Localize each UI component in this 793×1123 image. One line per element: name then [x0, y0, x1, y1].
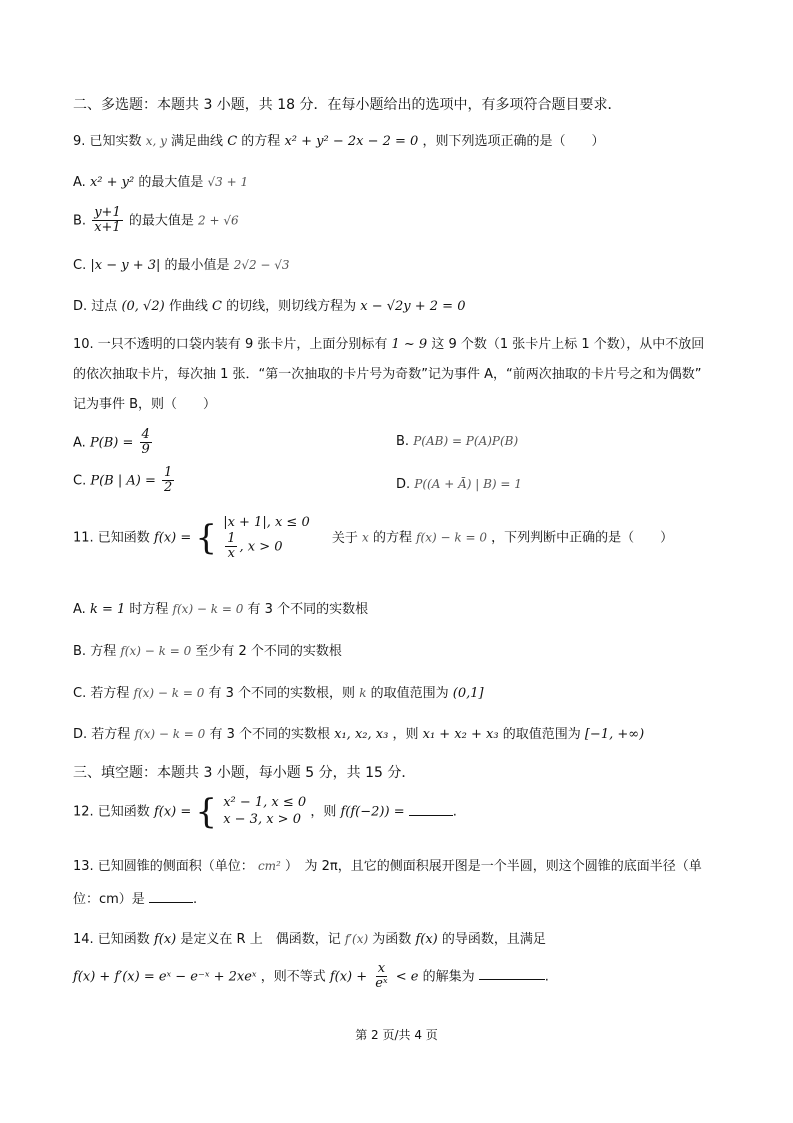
- q10-option-a: [73, 428, 154, 458]
- q11-mid2: 的方程: [372, 530, 412, 546]
- q11-num: 11. 已知函数: [73, 530, 150, 546]
- q14-fraction: [373, 962, 389, 992]
- q10-range: 1 ~ 9: [391, 337, 428, 352]
- q9-curve: C: [227, 134, 238, 149]
- q12-num: 12. 已知函数: [73, 804, 150, 820]
- q10-c-lhs: P(B | A) =: [90, 473, 156, 489]
- left-brace-icon: {: [195, 792, 218, 832]
- q12-expr: f(f(−2)) =: [340, 804, 405, 820]
- q10-a-denominator: 9: [141, 442, 150, 458]
- q12-case-1: x² − 1, x ≤ 0: [223, 795, 307, 811]
- option-label: A.: [73, 435, 86, 451]
- q11-a-k: k = 1: [89, 602, 126, 617]
- q11-d-pre: 若方程: [91, 727, 131, 742]
- q11-b-pre: 方程: [90, 644, 117, 659]
- q13-unit: cm²: [257, 859, 281, 873]
- option-label: B.: [73, 213, 87, 229]
- q9-d-mid: 作曲线: [168, 299, 208, 314]
- q9-option-a: [73, 175, 248, 192]
- option-label: A.: [73, 602, 86, 617]
- question-12: [73, 792, 457, 832]
- q11-case-2-fraction: [225, 532, 237, 562]
- q10-option-b: [396, 434, 518, 451]
- q11-b-post: 至少有 2 个不同的实数根: [195, 644, 342, 659]
- q10-line1: 10. 一只不透明的口袋内装有 9 张卡片，上面分别标有: [73, 337, 388, 352]
- page-footer: 第 2 页/共 4 页: [355, 1028, 438, 1042]
- q11-d-mid3: 的取值范围为: [502, 727, 581, 742]
- section-2-title: 二、多选题：本题共 3 小题，共 18 分．在每小题给出的选项中，有多项符合题目要求．: [73, 97, 622, 113]
- q14-line1c: 为函数: [372, 932, 412, 947]
- q9-b-denominator: x+1: [94, 220, 121, 236]
- q11-x: x: [362, 530, 369, 545]
- q11-post: ，下列判断中正确的是（ ）: [491, 530, 674, 546]
- q11-c-k: k: [359, 686, 367, 700]
- q14-answer-blank[interactable]: [479, 967, 545, 980]
- q11-equation: f(x) − k = 0: [416, 530, 487, 545]
- q11-cases: [223, 515, 310, 561]
- q11-d-mid2: ，则: [392, 727, 419, 742]
- q11-option-c: [73, 686, 484, 703]
- q14-line1a: 14. 已知函数: [73, 932, 150, 947]
- option-label: C.: [73, 473, 87, 489]
- q9-pre: 已知实数: [89, 134, 142, 149]
- q11-a-mid: 时方程: [129, 602, 169, 617]
- option-label: C.: [73, 686, 87, 701]
- q9-b-value: 2 + √6: [198, 213, 239, 228]
- option-label: D.: [73, 727, 88, 742]
- q14-fpx: f′(x): [344, 932, 369, 946]
- q14-fx: f(x): [153, 932, 177, 947]
- q11-case-1: |x + 1|, x ≤ 0: [223, 515, 310, 530]
- q11-c-mid: 有 3 个不同的实数根，则: [208, 686, 356, 701]
- q9-option-c: [73, 258, 290, 275]
- q11-c-mid2: 的取值范围为: [370, 686, 449, 701]
- q11-mid: 关于: [331, 530, 358, 546]
- q9-d-curve: C: [211, 299, 222, 314]
- q11-f: f(x) =: [153, 530, 192, 546]
- option-label: D.: [396, 477, 411, 492]
- q10-option-d: [396, 477, 522, 494]
- question-9-stem: [73, 134, 604, 151]
- q12-end: .: [452, 804, 457, 820]
- q9-d-mid2: 的切线，则切线方程为: [226, 299, 357, 314]
- question-14-line-1: [73, 932, 546, 949]
- q11-d-roots: x₁, x₂, x₃: [334, 727, 389, 742]
- q9-b-fraction: [92, 206, 123, 236]
- q9-d-pre: 过点: [91, 299, 118, 314]
- q10-a-fraction: [140, 428, 152, 458]
- q11-case-2-cond: , x > 0: [239, 539, 283, 555]
- q11-d-range: [−1, +∞): [584, 727, 645, 742]
- left-brace-icon: {: [195, 518, 218, 559]
- q14-ineq-post: < e: [395, 969, 419, 985]
- q9-c-expr: |x − y + 3|: [90, 258, 161, 273]
- option-label: C.: [73, 258, 87, 273]
- q11-case-2: [223, 532, 310, 562]
- q9-equation: x² + y² − 2x − 2 = 0: [284, 134, 419, 149]
- question-13-line-1: [73, 859, 702, 876]
- q11-c-range: (0,1]: [452, 686, 484, 701]
- q10-c-numerator: 1: [164, 465, 173, 480]
- q13-line2: 位：cm）是: [73, 892, 145, 907]
- q11-option-b: [73, 644, 342, 661]
- option-label: B.: [396, 434, 410, 449]
- q14-fx2: f(x): [415, 932, 438, 947]
- q11-case-2-den: x: [227, 546, 235, 562]
- q11-d-mid: 有 3 个不同的实数根: [209, 727, 330, 742]
- q14-mid: ，则不等式: [260, 969, 326, 985]
- q10-a-lhs: P(B) =: [89, 435, 134, 451]
- q9-c-text: 的最小值是: [164, 258, 230, 273]
- q9-a-text: 的最大值是: [138, 175, 204, 190]
- q13-line1b: ） 为 2π，且它的侧面积展开图是一个半圆，则这个圆锥的底面半径（单: [285, 859, 702, 874]
- q11-a-equation: f(x) − k = 0: [172, 602, 244, 616]
- q9-vars: x, y: [145, 134, 167, 148]
- option-label: A.: [73, 175, 86, 190]
- q9-num: 9.: [73, 134, 86, 149]
- q12-case-2: x − 3, x > 0: [223, 812, 301, 827]
- q14-ineq-pre: f(x) +: [329, 969, 368, 985]
- question-11-stem: [73, 515, 673, 561]
- q13-end: .: [192, 892, 198, 907]
- q9-b-text: 的最大值是: [128, 213, 194, 229]
- question-10-line-1: [73, 337, 704, 354]
- question-10-line-2: 的依次抽取卡片，每次抽 1 张．“第一次抽取的卡片号为奇数”记为事件 A，“前两次抽取的卡片号之和为偶数”: [73, 367, 702, 382]
- q9-d-equation: x − √2y + 2 = 0: [360, 299, 466, 314]
- q14-line1d: 的导函数，且满足: [441, 932, 546, 947]
- q10-c-fraction: [162, 466, 174, 496]
- q9-b-numerator: y+1: [94, 205, 121, 220]
- q10-d-expr: P((A + Ā) | B) = 1: [414, 477, 522, 491]
- q14-end: .: [544, 969, 549, 985]
- q9-c-value: 2√2 − √3: [233, 258, 290, 272]
- q14-denominator: eˣ: [375, 976, 388, 992]
- q9-mid: 满足曲线: [171, 134, 224, 149]
- q10-c-denominator: 2: [164, 480, 173, 496]
- q10-b-expr: P(AB) = P(A)P(B): [413, 434, 519, 448]
- q14-post: 的解集为: [422, 969, 475, 985]
- q13-line1a: 13. 已知圆锥的侧面积（单位：: [73, 859, 254, 874]
- question-14-line-2: [73, 962, 549, 992]
- section-3-title: 三、填空题：本题共 3 小题，每小题 5 分，共 15 分．: [73, 765, 416, 781]
- q9-option-d: [73, 299, 465, 316]
- q11-d-sum: x₁ + x₂ + x₃: [422, 727, 499, 742]
- option-label: D.: [73, 299, 88, 314]
- q11-a-post: 有 3 个不同的实数根: [247, 602, 369, 617]
- q14-numerator: x: [377, 961, 386, 976]
- question-13-line-2: [73, 890, 197, 909]
- q11-c-pre: 若方程: [90, 686, 130, 701]
- q10-line1b: 这 9 个数（1 张卡片上标 1 个数），从中不放回: [431, 337, 705, 352]
- q11-c-equation: f(x) − k = 0: [133, 686, 205, 700]
- q9-eq-pre: 的方程: [241, 134, 281, 149]
- q11-option-d: [73, 727, 644, 744]
- q12-answer-blank[interactable]: [409, 803, 453, 816]
- q12-mid: ，则: [310, 804, 337, 820]
- q9-d-point: (0, √2): [121, 299, 165, 314]
- q9-post: ，则下列选项正确的是（ ）: [422, 134, 605, 149]
- q9-a-value: √3 + 1: [207, 175, 249, 189]
- q11-b-equation: f(x) − k = 0: [120, 644, 192, 658]
- q10-a-numerator: 4: [141, 427, 150, 442]
- q13-answer-blank[interactable]: [149, 890, 193, 903]
- q14-equation: f(x) + f′(x) = eˣ − e⁻ˣ + 2xeˣ: [73, 969, 257, 985]
- q11-d-equation: f(x) − k = 0: [134, 727, 206, 741]
- question-10-line-3: 记为事件 B，则（ ）: [73, 397, 217, 412]
- q9-a-expr: x² + y²: [89, 175, 135, 190]
- q14-line1b: 是定义在 R 上 偶函数，记: [180, 932, 341, 947]
- q9-option-b: [73, 206, 239, 236]
- q12-cases: [223, 795, 306, 829]
- q12-f: f(x) =: [153, 804, 192, 820]
- q11-case-2-num: 1: [227, 530, 236, 546]
- q11-option-a: [73, 602, 368, 619]
- option-label: B.: [73, 644, 87, 659]
- q10-option-c: [73, 466, 176, 496]
